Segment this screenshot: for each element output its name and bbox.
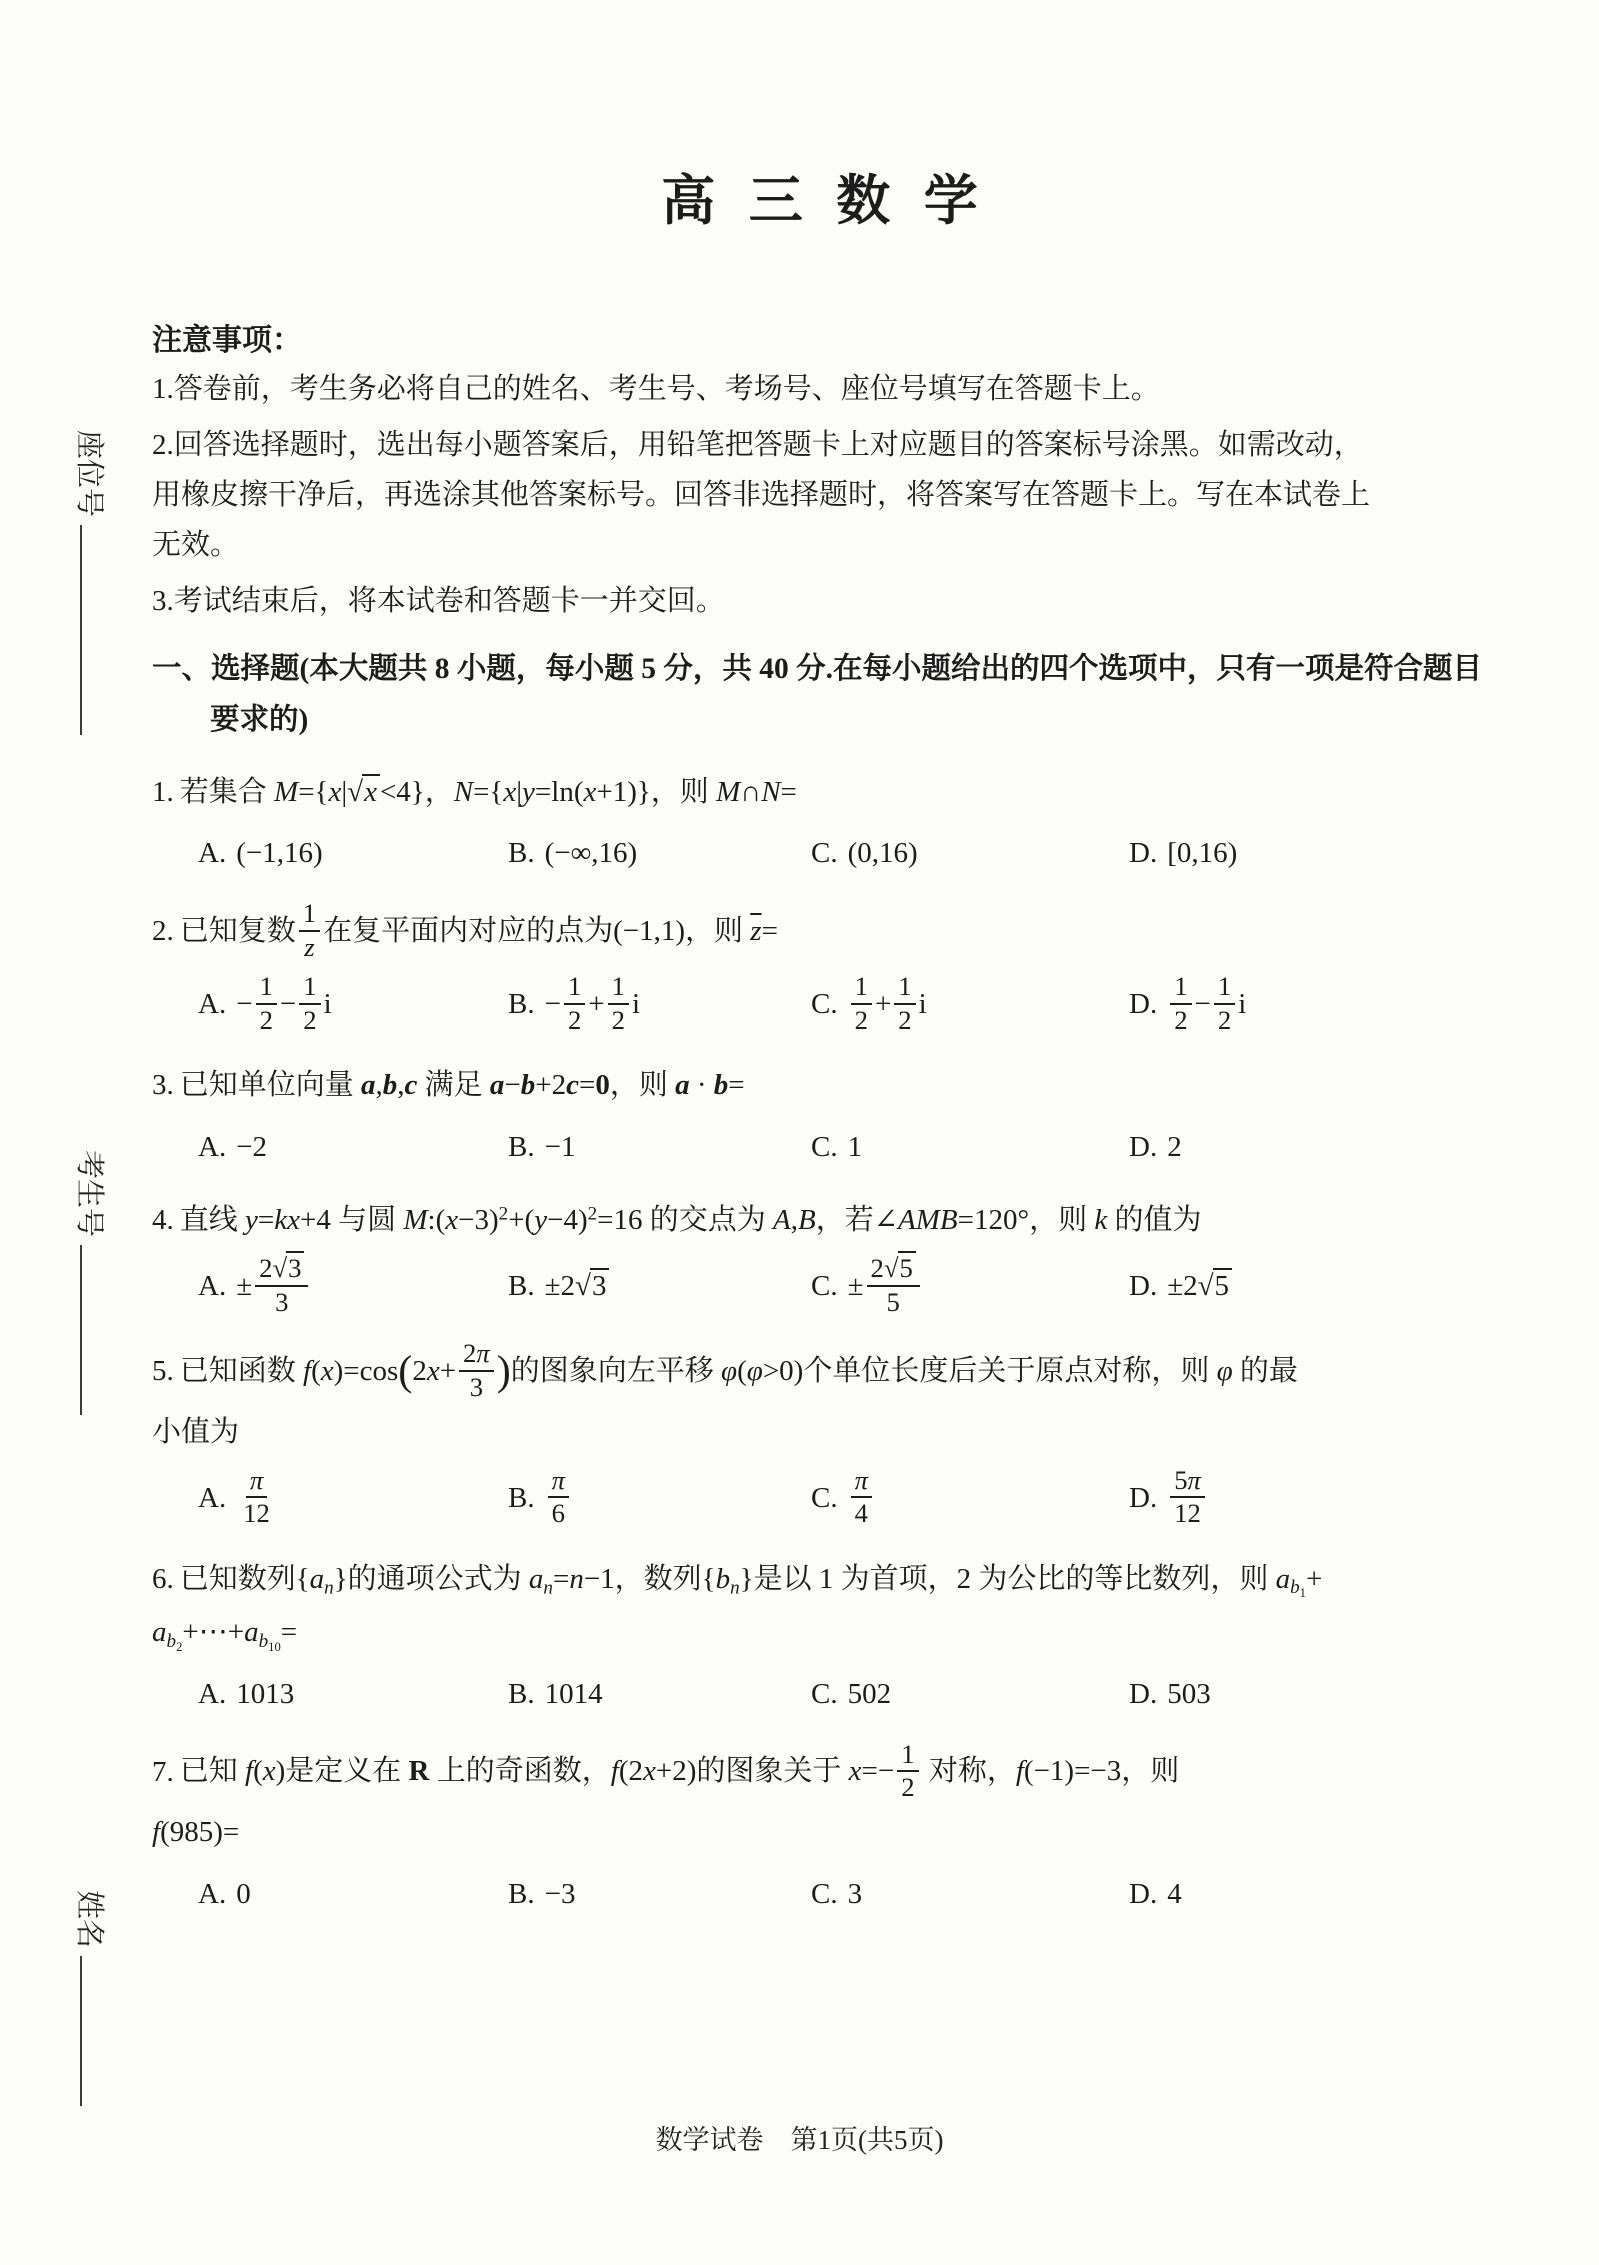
math-vector: c — [404, 1069, 418, 1102]
math-variable: B — [798, 1204, 816, 1237]
math-variable: x — [364, 775, 377, 808]
fraction-numerator: 2√3 — [255, 1253, 308, 1286]
fraction-denominator — [300, 932, 318, 963]
fraction-denominator: 3 — [469, 1371, 484, 1402]
question-2-option-C: C. $\frac{1}{2}$ + $\frac{1}{2}$ i — [811, 971, 927, 1035]
candidate-number-label: 考生号 — [73, 1150, 105, 1238]
question-7-option-B: B. −3 — [508, 1878, 576, 1911]
student-name-field — [71, 1890, 112, 2106]
math-vector: a — [675, 1069, 690, 1102]
question-5-stem: 5. 已知函数 f(x)=cos(2x+ $\frac{2\pi}{3}$ )的图象向左平移 φ(φ>0)个单位长度后关于原点对称，则 φ 的最 小值为 — [152, 1338, 1298, 1448]
fraction — [299, 971, 320, 1036]
math-variable: x — [503, 775, 517, 808]
question-4-stem: 4. 直线 y=kx+4 与圆 $M:(x-3)^2+(y-4)^2=16$ 的交点为 A,B，若∠AMB=120°，则 k 的值为 — [152, 1203, 1202, 1237]
fraction — [867, 1253, 920, 1318]
fraction-denominator: 2 — [567, 1004, 582, 1035]
math-vector: a — [489, 1069, 505, 1102]
fraction-numerator: 1 — [256, 971, 277, 1004]
question-7-option-A: A. 0 — [198, 1878, 251, 1911]
option-label: D. — [1129, 1270, 1158, 1303]
math-variable: k — [1094, 1204, 1108, 1237]
notice-list — [152, 365, 1497, 626]
fraction-denominator: 5 — [886, 1286, 900, 1317]
fraction-denominator: 2 — [901, 1772, 915, 1803]
question-4 — [152, 1194, 1497, 1321]
math-variable: y — [245, 1204, 258, 1237]
fraction — [299, 898, 320, 963]
question-7-stem: 7. 已知 f(x)是定义在 R 上的奇函数，f(2x+2)的图象关于 x=− $\frac{1}{2}$ 对称，f(−1)=−3，则 f(985)= — [152, 1738, 1180, 1849]
math-variable: kx — [274, 1204, 300, 1237]
radicand: 5 — [1213, 1268, 1233, 1302]
question-6-option-D: D. 503 — [1129, 1677, 1211, 1710]
question-6 — [152, 1553, 1497, 1722]
fraction — [1170, 971, 1191, 1036]
math-variable: φ — [1216, 1355, 1233, 1388]
question-6-stem: 6. 已知数列{an}的通项公式为 an=n−1，数列{bn}是以 1 为首项，2 为公比的等比数列，则 ab1+ ab2+⋯+ab10= — [152, 1562, 1323, 1654]
radical-sign: √ — [883, 1253, 899, 1284]
question-4-options — [198, 1253, 1497, 1321]
option-label: B. — [508, 988, 535, 1021]
radical-sign: √ — [1197, 1270, 1214, 1303]
question-3-option-A: A. −2 — [198, 1130, 268, 1163]
math-variable: a — [152, 1616, 167, 1649]
question-5-option-C — [811, 1464, 1129, 1533]
fraction-denominator: 2 — [898, 1004, 912, 1035]
math-vector: b — [520, 1069, 536, 1102]
question-3-options — [198, 1121, 1497, 1175]
fraction-numerator: 1 — [564, 971, 585, 1004]
question-4-option-A: A. ± $\frac{2√3}{3}$ — [198, 1256, 508, 1321]
subscript — [730, 1577, 740, 1598]
option-label: D. — [1129, 837, 1158, 870]
subscript — [324, 1577, 334, 1598]
math-variable: x — [262, 1755, 276, 1788]
question-4-option-D: D. ±2√5 — [1129, 1260, 1497, 1314]
square-root — [272, 1253, 304, 1283]
question-3-number: 3. — [152, 1069, 174, 1102]
math-vector: c — [566, 1069, 579, 1102]
fraction-denominator: 2 — [1217, 1004, 1232, 1035]
question-3-option-D: D. 2 — [1129, 1130, 1182, 1163]
question-5-option-D — [1129, 1464, 1497, 1533]
question-6-option-C: C. 502 — [811, 1677, 892, 1710]
math-vector: b — [382, 1069, 398, 1102]
option-label: D. — [1129, 1481, 1158, 1514]
fraction-denominator: 12 — [243, 1498, 270, 1529]
option-label: C. — [811, 988, 838, 1021]
fraction-denominator: 3 — [275, 1286, 289, 1317]
radical-sign: √ — [575, 1270, 591, 1303]
option-label: B. — [508, 837, 535, 870]
radical-sign: √ — [272, 1253, 288, 1284]
math-variable: M — [716, 775, 741, 808]
math-variable: π — [476, 1338, 490, 1369]
math-variable: f — [1015, 1755, 1024, 1788]
option-label: C. — [811, 1878, 838, 1911]
question-2-option-B: B. − $\frac{1}{2}$ + $\frac{1}{2}$ i — [508, 971, 641, 1035]
option-label: C. — [811, 1130, 838, 1163]
question-7 — [152, 1738, 1497, 1921]
option-label: A. — [198, 988, 227, 1021]
fraction-numerator — [851, 1465, 872, 1498]
fraction-numerator: 1 — [851, 971, 872, 1004]
fraction-numerator: 1 — [299, 898, 320, 931]
option-label: A. — [198, 1878, 227, 1911]
page-title: 高 三 数 学 — [661, 171, 988, 231]
math-variable: a — [244, 1616, 259, 1649]
question-7-options — [198, 1868, 1497, 1922]
notice-heading: 注意事项： — [152, 324, 302, 357]
radicand: 5 — [898, 1251, 916, 1283]
fraction-numerator: 2√5 — [867, 1253, 920, 1286]
subscript: 1 — [1299, 1586, 1306, 1601]
math-vector: a — [361, 1069, 376, 1102]
question-list — [152, 766, 1497, 1922]
big-paren: ( — [398, 1348, 413, 1395]
math-bold: 0 — [595, 1069, 610, 1102]
radicand: 3 — [286, 1251, 304, 1283]
fraction — [608, 971, 629, 1036]
fraction — [239, 1465, 274, 1530]
seat-number-label: 座位号 — [73, 430, 105, 518]
option-label: B. — [508, 1130, 535, 1163]
notice-item-3: 3.考试结束后，将本试卷和答题卡一并交回。 — [152, 584, 725, 617]
math-variable: z — [304, 931, 315, 962]
square-root — [1198, 1270, 1232, 1302]
question-5-number: 5. — [152, 1355, 174, 1388]
fraction — [894, 971, 915, 1036]
big-paren: ) — [496, 1348, 511, 1395]
fraction-denominator: 2 — [1174, 1004, 1188, 1035]
math-variable: n — [569, 1562, 584, 1595]
question-1-number: 1. — [152, 775, 174, 808]
fraction — [459, 1338, 494, 1403]
math-variable: b — [1290, 1577, 1300, 1599]
math-variable: n — [543, 1577, 553, 1599]
math-variable: x — [426, 1355, 440, 1388]
option-label: A. — [198, 1270, 227, 1303]
math-variable: b — [715, 1562, 731, 1595]
math-variable: n — [324, 1577, 334, 1599]
fraction — [548, 1465, 569, 1530]
math-variable: AMB — [898, 1204, 958, 1237]
question-1-stem: 1. 若集合 M={x|√x <4}，N={x|y=ln(x+1)}，则 M∩N= — [152, 775, 797, 808]
candidate-number-field — [71, 1150, 112, 1415]
math-variable: M — [403, 1204, 428, 1237]
question-5-options — [198, 1464, 1497, 1533]
math-variable: φ — [721, 1355, 738, 1388]
fraction — [851, 971, 872, 1036]
math-variable: x — [445, 1204, 459, 1237]
fraction-numerator — [548, 1465, 569, 1498]
question-1 — [152, 766, 1497, 881]
question-3-option-C: C. 1 — [811, 1130, 863, 1163]
question-5-option-B — [508, 1464, 811, 1533]
question-6-option-B: B. 1014 — [508, 1677, 603, 1710]
overline-conjugate — [750, 915, 761, 947]
math-variable: f — [245, 1755, 254, 1788]
math-variable: a — [309, 1562, 325, 1595]
superscript: 2 — [587, 1203, 598, 1225]
question-5 — [152, 1338, 1497, 1533]
math-variable: $\overline{z}$ — [750, 915, 762, 948]
question-1-option-A: A. (−1,16) — [198, 837, 323, 870]
subscript: 2 — [176, 1639, 183, 1654]
math-variable: N — [453, 775, 474, 808]
question-1-option-D: D. [0,16) — [1129, 837, 1238, 870]
option-label: B. — [508, 1270, 535, 1303]
fraction-denominator: 2 — [259, 1004, 273, 1035]
option-label: B. — [508, 1878, 535, 1911]
radicand — [362, 774, 380, 808]
option-label: D. — [1129, 1677, 1158, 1710]
fraction-denominator: 4 — [854, 1498, 868, 1529]
seat-number-blank — [80, 525, 107, 735]
question-3 — [152, 1059, 1497, 1174]
math-variable: b — [166, 1630, 177, 1652]
question-2-stem: 2. 已知复数 $\frac{1}{z}$ 在复平面内对应的点为(−1,1)，则 $\overline{z}=$ — [152, 898, 778, 962]
question-1-option-C: C. (0,16) — [811, 837, 918, 870]
math-variable: π — [1187, 1464, 1201, 1495]
subscript: 10 — [268, 1639, 281, 1654]
math-variable: x — [328, 775, 342, 808]
question-2-options — [198, 971, 1497, 1039]
option-label: C. — [811, 1270, 838, 1303]
math-variable: f — [152, 1816, 161, 1849]
math-variable: n — [730, 1577, 740, 1599]
question-6-options — [198, 1668, 1497, 1722]
question-7-number: 7. — [152, 1755, 174, 1788]
option-label: A. — [198, 1481, 227, 1514]
square-root — [575, 1270, 609, 1302]
math-variable: a — [1275, 1562, 1291, 1595]
question-2 — [152, 898, 1497, 1039]
question-3-option-B: B. −1 — [508, 1130, 576, 1163]
question-1-options — [198, 827, 1497, 881]
fraction-numerator: 1 — [1170, 971, 1191, 1004]
math-variable: A — [773, 1204, 791, 1237]
radicand: 3 — [590, 1268, 610, 1302]
fraction-denominator: 6 — [551, 1498, 565, 1529]
question-6-number: 6. — [152, 1562, 174, 1595]
page-footer: 数学试卷 第1页(共5页) — [655, 2125, 944, 2155]
question-4-number: 4. — [152, 1204, 174, 1237]
fraction-numerator: 1 — [608, 971, 629, 1004]
math-variable: a — [528, 1562, 544, 1595]
math-variable: x — [848, 1755, 862, 1788]
exam-content — [152, 0, 1497, 1922]
math-variable: x — [583, 775, 597, 808]
fraction-numerator: 1 — [299, 971, 320, 1004]
option-label: A. — [198, 1677, 227, 1710]
fraction-numerator: 5π — [1170, 1465, 1205, 1498]
fraction — [1214, 971, 1235, 1036]
option-label: D. — [1129, 1130, 1158, 1163]
square-root — [884, 1253, 916, 1283]
option-label: B. — [508, 1677, 535, 1710]
math-variable: b — [258, 1630, 269, 1652]
fraction-numerator: 1 — [894, 971, 915, 1004]
fraction — [1170, 1465, 1205, 1530]
question-4-option-B: B. ±2√3 — [508, 1260, 811, 1314]
math-variable: π — [249, 1464, 264, 1495]
math-variable: x — [320, 1355, 334, 1388]
option-label: D. — [1129, 988, 1158, 1021]
radical-sign: √ — [347, 775, 364, 808]
question-1-option-B: B. (−∞,16) — [508, 837, 638, 870]
question-5-option-A — [198, 1464, 508, 1533]
fraction — [255, 1253, 308, 1318]
option-label: C. — [811, 1677, 838, 1710]
math-variable: π — [854, 1464, 868, 1495]
fraction-denominator: 12 — [1174, 1498, 1201, 1529]
math-variable: φ — [746, 1355, 763, 1388]
option-label: B. — [508, 1481, 535, 1514]
candidate-number-blank — [80, 1245, 107, 1415]
student-name-blank — [80, 1956, 107, 2106]
option-label: A. — [198, 1130, 227, 1163]
question-3-stem: 3. 已知单位向量 a,b,c 满足 a−b+2c=0，则 a · b= — [152, 1069, 745, 1102]
question-2-option-A: A. − $\frac{1}{2}$ − $\frac{1}{2}$ i — [198, 971, 332, 1035]
student-name-label: 姓名 — [73, 1890, 105, 1949]
math-vector: b — [713, 1069, 729, 1102]
question-7-option-C: C. 3 — [811, 1878, 863, 1911]
square-root — [347, 776, 380, 808]
fraction-denominator: 2 — [611, 1004, 625, 1035]
question-4-option-C: C. ± $\frac{2√5}{5}$ — [811, 1256, 1129, 1321]
math-bold: R — [408, 1755, 430, 1788]
fraction — [256, 971, 277, 1036]
question-2-option-D: D. $\frac{1}{2}$ − $\frac{1}{2}$ i — [1129, 971, 1247, 1035]
fraction-numerator: 1 — [1214, 971, 1235, 1004]
fraction — [897, 1739, 918, 1804]
math-variable: y — [534, 1204, 548, 1237]
fraction — [564, 971, 585, 1036]
notice-item-1: 1.答卷前，考生务必将自己的姓名、考生号、考场号、座位号填写在答题卡上。 — [152, 373, 1160, 405]
math-variable: y — [522, 775, 535, 808]
math-variable: f — [303, 1355, 312, 1388]
fraction-denominator: 2 — [854, 1004, 868, 1035]
fraction-numerator: 2π — [459, 1338, 494, 1371]
option-label: A. — [198, 837, 227, 870]
math-variable: M — [274, 775, 299, 808]
notice-item-2: 2.回答选择题时，选出每小题答案后，用铅笔把答题卡上对应题目的答案标号涂黑。如需改动， 用橡皮擦干净后，再选涂其他答案标号。回答非选择题时，将答案写在答题卡上。写在本试卷上 无效。 — [152, 428, 1371, 561]
subscript — [167, 1631, 183, 1652]
subscript — [259, 1631, 281, 1652]
fraction — [851, 1465, 872, 1530]
math-variable: x — [643, 1755, 656, 1788]
section-heading: 一、选择题(本大题共 8 小题，每小题 5 分，共 40 分.在每小题给出的四个选项中，只有一项是符合题目要求的) — [152, 653, 1482, 737]
superscript: 2 — [498, 1203, 509, 1225]
option-label: D. — [1129, 1878, 1158, 1911]
fraction-numerator — [246, 1465, 267, 1498]
option-label: C. — [811, 1481, 838, 1514]
question-2-number: 2. — [152, 915, 174, 948]
fraction-numerator: 1 — [897, 1739, 918, 1772]
math-variable: π — [551, 1464, 565, 1495]
math-variable: N — [761, 775, 781, 808]
seat-number-field — [71, 430, 112, 735]
math-variable: f — [610, 1755, 619, 1788]
question-7-option-D: D. 4 — [1129, 1878, 1182, 1911]
option-label: C. — [811, 837, 838, 870]
fraction-denominator: 2 — [303, 1004, 317, 1035]
question-6-option-A: A. 1013 — [198, 1677, 295, 1710]
subscript — [1290, 1577, 1306, 1601]
subscript — [543, 1577, 553, 1598]
